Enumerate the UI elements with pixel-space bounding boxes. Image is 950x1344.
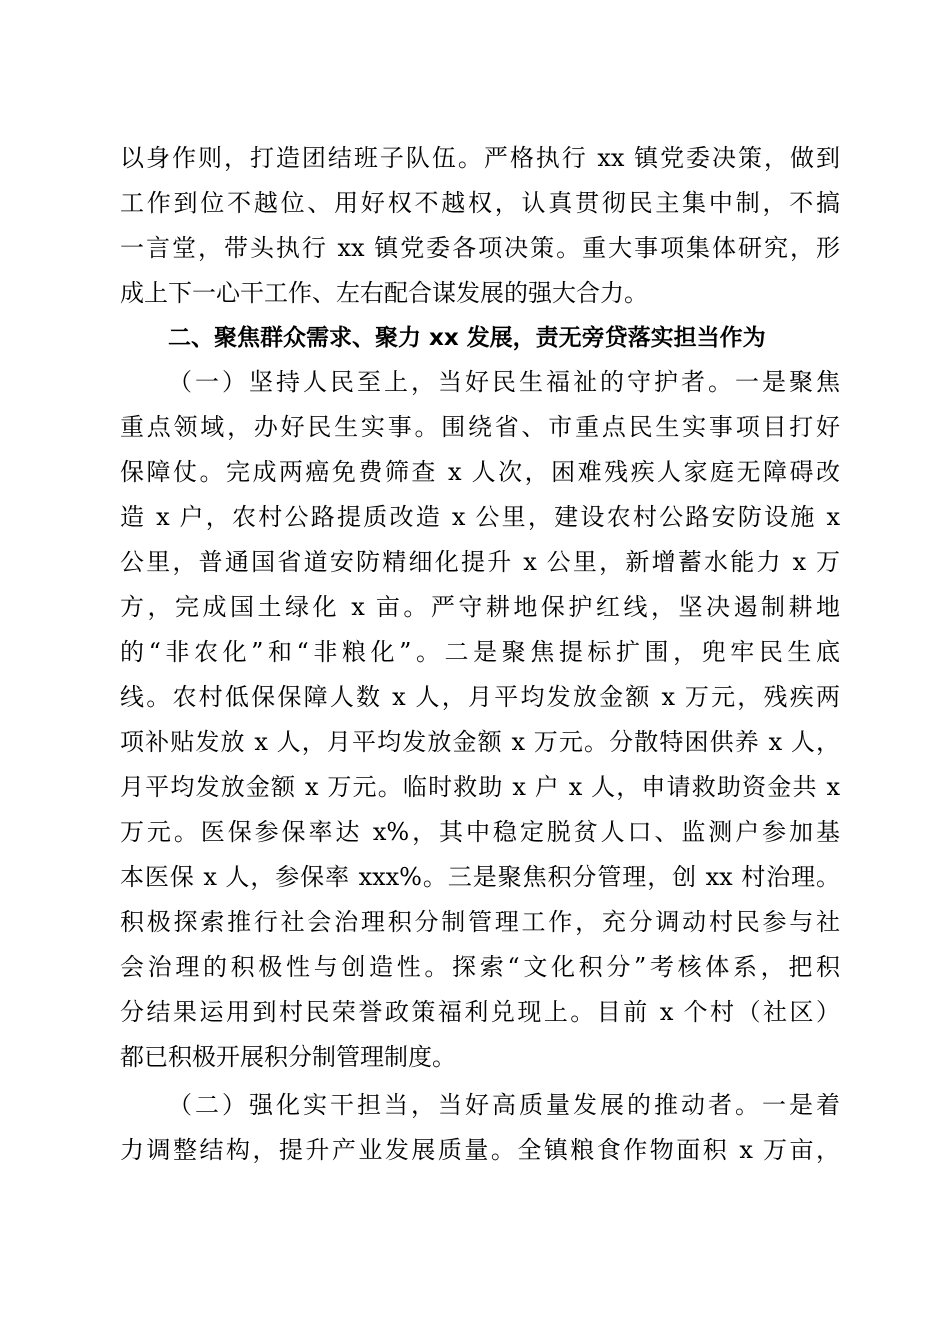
body-line: 本医保 x 人，参保率 xxx%。三是聚焦积分管理，创 xx 村治理。 [120, 863, 840, 891]
body-line: 都已积极开展积分制管理制度。 [120, 1043, 456, 1071]
body-line: 分结果运用到村民荣誉政策福利兑现上。目前 x 个村（社区） [120, 998, 840, 1026]
body-line: 积极探索推行社会治理积分制管理工作，充分调动村民参与社 [120, 908, 840, 936]
body-line: 月平均发放金额 x 万元。临时救助 x 户 x 人，申请救助资金共 x [120, 773, 840, 801]
body-line: 成上下一心干工作、左右配合谋发展的强大合力。 [120, 279, 648, 307]
body-line: 力调整结构，提升产业发展质量。全镇粮食作物面积 x 万亩， [120, 1136, 840, 1164]
body-line: 保障仗。完成两癌免费筛查 x 人次，困难残疾人家庭无障碍改 [120, 458, 840, 486]
body-line: 以身作则，打造团结班子队伍。严格执行 xx 镇党委决策，做到 [120, 144, 840, 172]
body-line: 的“非农化”和“非粮化”。二是聚焦提标扩围，兜牢民生底 [120, 638, 840, 666]
body-line: 线。农村低保保障人数 x 人，月平均发放金额 x 万元，残疾两 [120, 683, 840, 711]
body-line: 万元。医保参保率达 x%，其中稳定脱贫人口、监测户参加基 [120, 818, 840, 846]
body-line: 会治理的积极性与创造性。探索“文化积分”考核体系，把积 [120, 953, 840, 981]
section-heading: 二、聚焦群众需求、聚力 xx 发展，责无旁贷落实担当作为 [168, 325, 766, 351]
body-line: （二）强化实干担当，当好高质量发展的推动者。一是着 [168, 1091, 840, 1119]
body-line: 工作到位不越位、用好权不越权，认真贯彻民主集中制，不搞 [120, 189, 840, 217]
body-line: （一）坚持人民至上，当好民生福祉的守护者。一是聚焦 [168, 368, 840, 396]
body-line: 方，完成国土绿化 x 亩。严守耕地保护红线，坚决遏制耕地 [120, 593, 840, 621]
body-line: 一言堂，带头执行 xx 镇党委各项决策。重大事项集体研究，形 [120, 234, 840, 262]
body-line: 造 x 户，农村公路提质改造 x 公里，建设农村公路安防设施 x [120, 503, 840, 531]
body-line: 项补贴发放 x 人，月平均发放金额 x 万元。分散特困供养 x 人， [120, 728, 840, 756]
body-line: 公里，普通国省道安防精细化提升 x 公里，新增蓄水能力 x 万 [120, 548, 840, 576]
body-line: 重点领域，办好民生实事。围绕省、市重点民生实事项目打好 [120, 413, 840, 441]
